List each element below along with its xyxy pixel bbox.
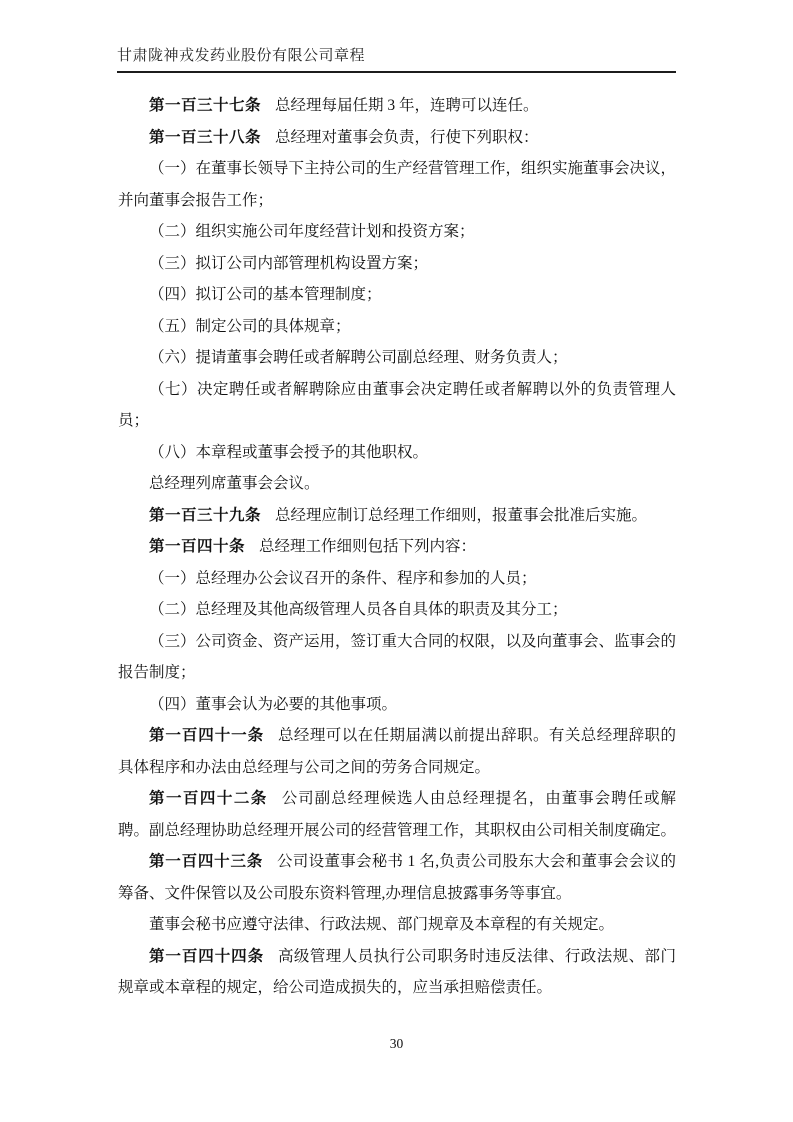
body-paragraph (118, 279, 676, 311)
body-paragraph (118, 468, 676, 500)
body-paragraph (118, 594, 676, 626)
paragraph-text: 总经理每届任期 3 年，连聘可以连任。 (274, 97, 539, 114)
page-header (117, 44, 676, 73)
paragraph-text: （二）组织实施公司年度经营计划和投资方案； (149, 223, 475, 240)
paragraph-text: （二）总经理及其他高级管理人员各自具体的职责及其分工； (149, 601, 568, 618)
article-paragraph (118, 122, 676, 154)
body-paragraph (118, 153, 676, 216)
paragraph-text: 总经理可以在任期届满以前提出辞职。有关总经理辞职的具体程序和办法由总经理与公司之间的劳务合同规定。 (118, 727, 676, 776)
paragraph-text: 高级管理人员执行公司职务时违反法律、行政法规、部门规章或本章程的规定，给公司造成损失的，应当承担赔偿责任。 (118, 947, 676, 996)
header-title: 甘肃陇神戎发药业股份有限公司章程 (117, 48, 366, 64)
body-paragraph (118, 342, 676, 374)
article-paragraph (118, 846, 676, 909)
paragraph-text: 总经理工作细则包括下列内容： (258, 538, 476, 555)
body-paragraph (118, 437, 676, 469)
body-paragraph (118, 311, 676, 343)
article-number: 第一百三十九条 (149, 506, 262, 524)
paragraph-text: （五）制定公司的具体规章； (149, 317, 351, 335)
paragraph-text: （四）董事会认为必要的其他事项。 (149, 695, 398, 713)
paragraph-text: （三）拟订公司内部管理机构设置方案； (149, 254, 429, 272)
paragraph-text: 总经理应制订总经理工作细则，报董事会批准后实施。 (274, 506, 647, 524)
article-number: 第一百三十八条 (149, 128, 262, 146)
paragraph-text: 总经理列席董事会会议。 (149, 475, 320, 492)
article-paragraph (118, 720, 676, 783)
body-paragraph (118, 909, 676, 941)
article-number: 第一百四十二条 (149, 790, 268, 807)
body-paragraph (118, 248, 676, 280)
article-paragraph (118, 941, 676, 1004)
body-paragraph (118, 626, 676, 689)
article-number: 第一百四十三条 (149, 853, 264, 870)
article-number: 第一百四十四条 (149, 947, 265, 965)
article-number: 第一百四十条 (149, 538, 246, 555)
paragraph-text: （一）总经理办公会议召开的条件、程序和参加的人员； (149, 569, 537, 587)
paragraph-text: （八）本章程或董事会授予的其他职权。 (149, 443, 429, 461)
article-paragraph (118, 531, 676, 563)
article-number: 第一百四十一条 (149, 727, 265, 744)
paragraph-text: （六）提请董事会聘任或者解聘公司副总经理、财务负责人； (149, 349, 568, 366)
paragraph-text: 公司副总经理候选人由总经理提名，由董事会聘任或解聘。副总经理协助总经理开展公司的经营管理工作，其职权由公司相关制度确定。 (118, 790, 677, 839)
paragraph-text: （一）在董事长领导下主持公司的生产经营管理工作，组织实施董事会决议，并向董事会报告工作； (118, 160, 677, 209)
article-paragraph (118, 500, 676, 532)
article-paragraph (118, 783, 676, 846)
page-number: 30 (389, 1036, 404, 1051)
document-body (118, 90, 676, 1004)
paragraph-text: （七）决定聘任或者解聘除应由董事会决定聘任或者解聘以外的负责管理人员； (118, 380, 676, 429)
article-paragraph (118, 90, 676, 122)
body-paragraph (118, 689, 676, 721)
paragraph-text: 公司设董事会秘书 1 名,负责公司股东大会和董事会会议的筹备、文件保管以及公司股东资料管理,办理信息披露事务等事宜。 (118, 853, 676, 902)
paragraph-text: 董事会秘书应遵守法律、行政法规、部门规章及本章程的有关规定。 (149, 916, 615, 933)
page-footer (0, 1036, 793, 1052)
paragraph-text: （四）拟订公司的基本管理制度； (149, 286, 382, 303)
body-paragraph (118, 374, 676, 437)
paragraph-text: 总经理对董事会负责，行使下列职权： (274, 128, 539, 146)
paragraph-text: （三）公司资金、资产运用，签订重大合同的权限，以及向董事会、监事会的报告制度； (118, 632, 677, 681)
body-paragraph (118, 563, 676, 595)
article-number: 第一百三十七条 (149, 97, 262, 114)
body-paragraph (118, 216, 676, 248)
